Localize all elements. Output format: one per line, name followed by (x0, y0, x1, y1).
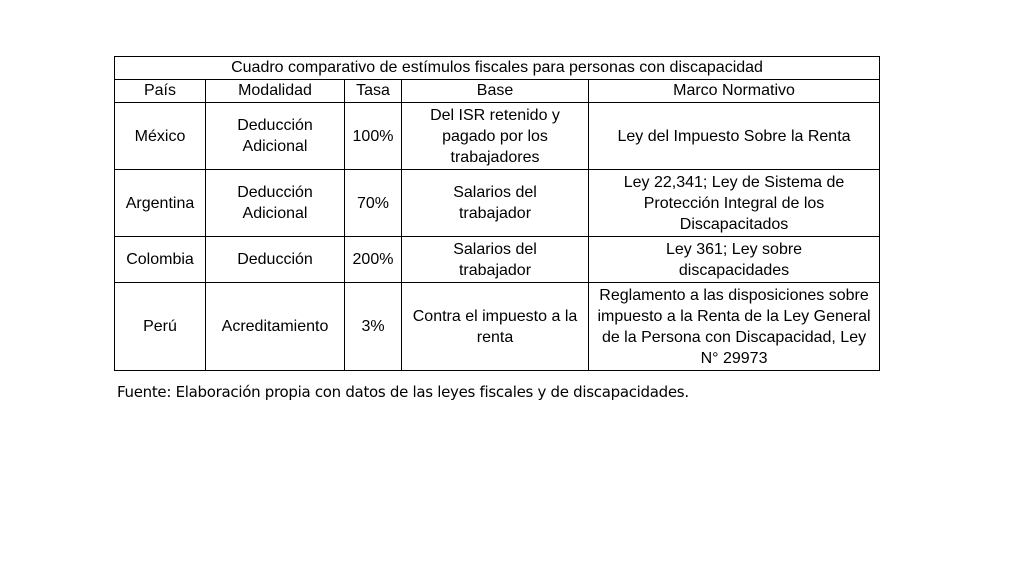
cell-marco-text: Ley 361; Ley sobre discapacidades (665, 240, 803, 279)
cell-modalidad (206, 103, 345, 170)
header-base: Base (402, 80, 589, 103)
cell-tasa (345, 283, 402, 371)
cell-base (402, 170, 589, 237)
cell-pais-text: México (134, 127, 186, 145)
header-pais: País (115, 80, 206, 103)
cell-marco-text: Reglamento a las disposiciones sobre impuesto a la Renta de la Ley General de la Persona con Discapacidad, Ley N° 29973 (597, 286, 871, 367)
cell-base-text: Salarios del trabajador (453, 184, 537, 222)
cell-tasa-text: 100% (352, 127, 394, 145)
cell-modalidad (206, 237, 345, 283)
cell-modalidad-text: Deducción (237, 251, 313, 268)
header-modalidad: Modalidad (206, 80, 345, 103)
cell-modalidad (206, 170, 345, 237)
cell-tasa (345, 170, 402, 237)
header-row (115, 80, 880, 103)
comparison-table (114, 56, 880, 371)
cell-tasa (345, 237, 402, 283)
cell-modalidad-text: Deducción Adicional (237, 184, 313, 222)
table-row (115, 103, 880, 170)
cell-pais-text: Perú (143, 318, 177, 335)
cell-tasa-text: 3% (361, 318, 385, 335)
cell-base-text: Contra el impuesto a la renta (412, 307, 578, 346)
cell-pais (115, 170, 206, 237)
cell-pais (115, 237, 206, 283)
source-note: Fuente: Elaboración propia con datos de las leyes fiscales y de discapacidades. (117, 383, 689, 401)
cell-marco-text: Ley del Impuesto Sobre la Renta (617, 127, 851, 145)
cell-tasa (345, 103, 402, 170)
cell-base (402, 237, 589, 283)
table-row (115, 237, 880, 283)
table-row (115, 170, 880, 237)
cell-pais (115, 283, 206, 371)
cell-marco (589, 170, 880, 237)
cell-pais-text: Colombia (126, 251, 194, 268)
cell-marco (589, 283, 880, 371)
cell-base (402, 103, 589, 170)
cell-modalidad-text: Deducción Adicional (237, 117, 313, 155)
cell-modalidad-text: Acreditamiento (221, 318, 329, 335)
cell-pais-text: Argentina (125, 194, 195, 212)
cell-marco (589, 237, 880, 283)
cell-tasa-text: 200% (352, 251, 394, 268)
table-title: Cuadro comparativo de estímulos fiscales para personas con discapacidad (115, 57, 880, 80)
cell-base-text: Salarios del trabajador (453, 240, 537, 279)
cell-base-text: Del ISR retenido y pagado por los trabajadores (430, 106, 560, 166)
header-marco-normativo: Marco Normativo (589, 80, 880, 103)
cell-marco (589, 103, 880, 170)
cell-tasa-text: 70% (356, 194, 390, 212)
table-row (115, 283, 880, 371)
cell-modalidad (206, 283, 345, 371)
header-tasa: Tasa (345, 80, 402, 103)
cell-base (402, 283, 589, 371)
cell-pais (115, 103, 206, 170)
cell-marco-text: Ley 22,341; Ley de Sistema de Protección Integral de los Discapacitados (623, 173, 845, 233)
